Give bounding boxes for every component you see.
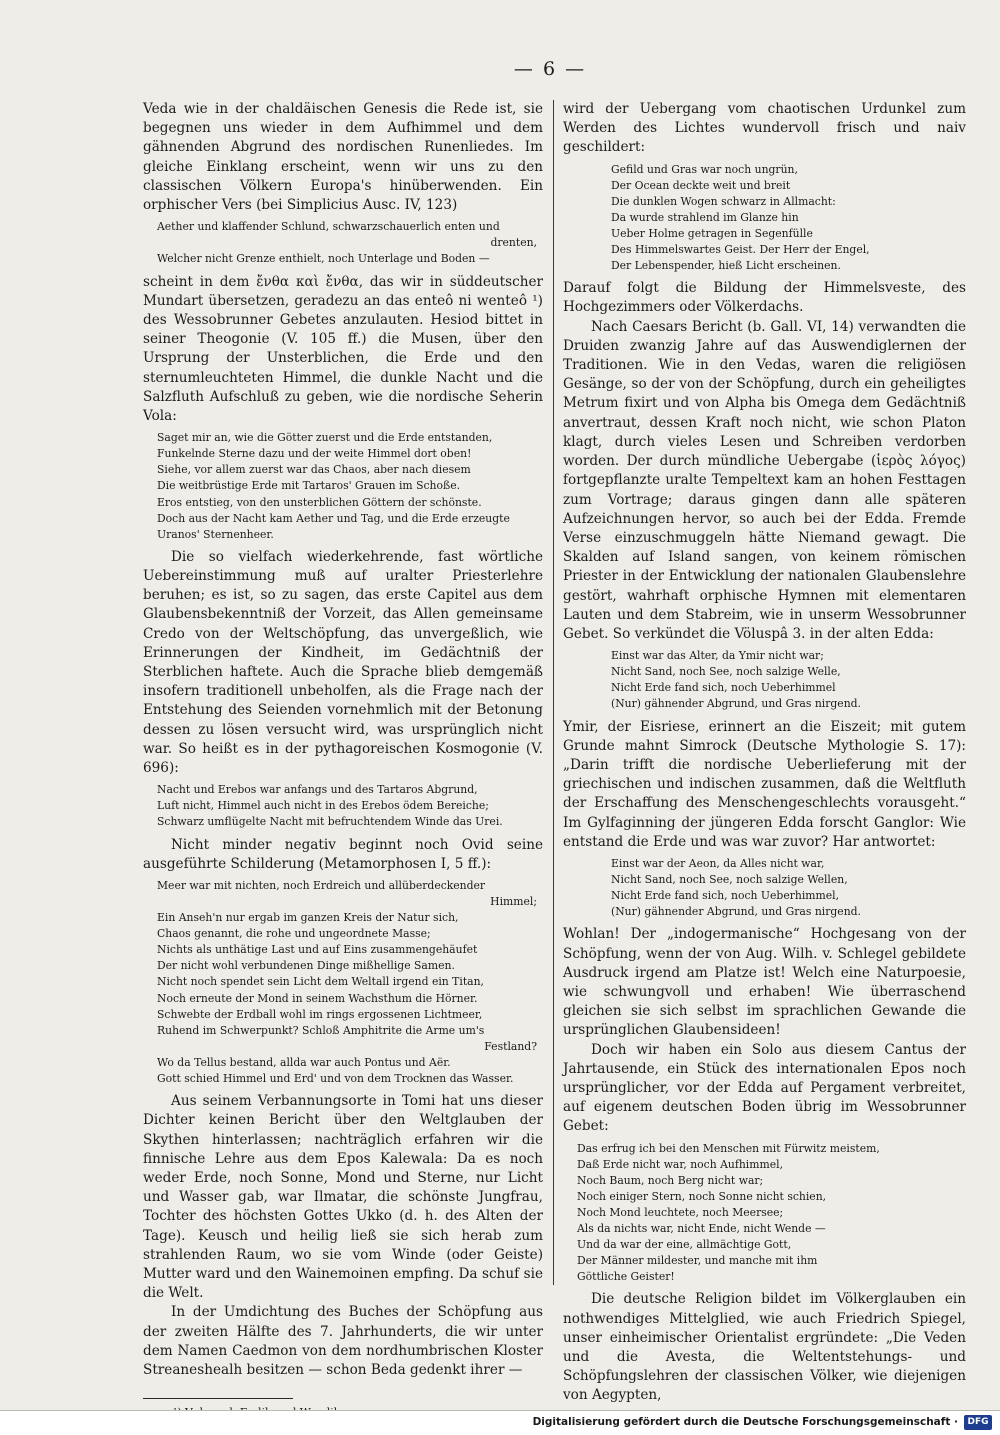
verse-line: Die weitbrüstige Erde mit Tartaros' Grauen im Schoße. — [157, 479, 461, 493]
verse-line: Einst war das Alter, da Ymir nicht war; — [611, 649, 824, 663]
verse-block — [157, 782, 543, 830]
verse-line: Noch erneute der Mond in seinem Wachsthum die Hörner. — [157, 991, 478, 1005]
verse-block — [577, 1141, 966, 1286]
verse-line: Noch Mond leuchtete, noch Meersee; — [577, 1205, 784, 1219]
verse-line: Schwarz umflügelte Nacht mit befruchtendem Winde das Urei. — [157, 815, 503, 829]
verse-line: Daß Erde nicht war, noch Aufhimmel, — [577, 1157, 783, 1171]
paragraph: Nicht minder negativ beginnt noch Ovid seine ausgeführte Schilderung (Metamorphosen I, 5 ff.): — [143, 836, 543, 872]
verse-line: Saget mir an, wie die Götter zuerst und die Erde entstanden, — [157, 431, 493, 445]
verse-line: Chaos genannt, die rohe und ungeordnete Masse; — [157, 927, 431, 941]
verse-line: Nichts als unthätige Last und auf Eins zusammengehäufet — [157, 943, 478, 957]
paragraph: Veda wie in der chaldäischen Genesis die Rede ist, sie begegnen uns wieder in dem Aufhimmel und dem gähnenden Abgrund des nordischen Runenliedes. Im gleiche Einklang erscheint, wenn wir uns zu den classischen Völkern Europa's hinüberwenden. Ein orphischer Vers (bei Simplicius Ausc. IV, 123) — [143, 101, 543, 214]
verse-block — [611, 648, 966, 712]
verse-block — [611, 856, 966, 920]
verse-line: (Nur) gähnender Abgrund, und Gras nirgend. — [611, 697, 861, 711]
footnote-divider — [143, 1398, 293, 1399]
verse-line: Schwebte der Erdball wohl im rings ergossenen Lichtmeer, — [157, 1007, 483, 1021]
verse-line: Nicht Erde fand sich, noch Ueberhimmel — [611, 681, 836, 695]
verse-line: Festland? — [484, 1039, 537, 1053]
verse-line: Der Ocean deckte weit und breit — [611, 178, 791, 192]
verse-line: Des Himmelswartes Geist. Der Herr der Engel, — [611, 243, 870, 257]
verse-line: Das erfrug ich bei den Menschen mit Fürwitz meistem, — [577, 1141, 880, 1155]
verse-line: Da wurde strahlend im Glanze hin — [611, 210, 799, 224]
dfg-logo: DFG — [964, 1415, 992, 1430]
verse-line: Nacht und Erebos war anfangs und des Tartaros Abgrund, — [157, 783, 478, 797]
verse-line: Nicht noch spendet sein Licht dem Weltall irgend ein Titan, — [157, 975, 484, 989]
verse-line: Gott schied Himmel und Erd' und von dem Trocknen das Wasser. — [157, 1072, 514, 1086]
paragraph: Die deutsche Religion bildet im Völkerglauben ein nothwendiges Mittelglied, wie auch Friedrich Spiegel, unser einheimischer Orientalist ergründete: „Die Veden und die Avesta, die Weltentstehungs- und Schöpfungslehren der classischen Völker, wie diejenigen von Aegypten, — [563, 1291, 966, 1404]
column-divider — [553, 100, 554, 1285]
paragraph: Aus seinem Verbannungsorte in Tomi hat uns dieser Dichter keinen Bericht über den Weltglauben der Skythen hinterlassen; nachträglich erfahren wir die finnische Lehre aus dem Epos Kalewala: Da es noch weder Erde, noch Sonne, Mond und Sterne, nur Licht und Wasser gab, war Ilmatar, die schönste Jungfrau, Tochter des höchsten Gottes Ukko (d. h. des Alten der Tage). Keusch und heilig ließ sie sich herab zum strahlenden Raum, wo sie vom Winde (oder Geiste) Mutter ward und den Wainemoinen empfing. Da schuf sie die Welt. — [143, 1093, 543, 1302]
verse-line: Nicht Erde fand sich, noch Ueberhimmel, — [611, 889, 840, 903]
verse-line: Gefild und Gras war noch ungrün, — [611, 162, 798, 176]
page-number: — 6 — — [513, 58, 587, 80]
verse-block — [157, 878, 543, 1087]
paragraph: Nach Caesars Bericht (b. Gall. VI, 14) verwandten die Druiden zwanzig Jahre auf das Auswendiglernen der Traditionen. Wie in den Vedas, waren die religiösen Gesänge, so der von der Schöpfung, durch ein geheiligtes Metrum fixirt und von Alpha bis Omega dem Gedächtniß anvertraut, dessen Kraft noch nicht, wie schon Platon klagt, durch vieles Lesen und Schreiben verdorben worden. Der durch mündliche Uebergabe (ἱερὸς λόγος) fortgepflanzte uralte Tempeltext kam an hohen Festtagen zum Vortrage; daraus gingen dann alle späteren Aufzeichnungen hervor, so auch bei der Edda. Fremde Verse einzuschmuggeln hätte Niemand gewagt. Die Skalden auf Island sangen, von keinem römischen Priester in der Entwicklung der nationalen Glaubenslehre gestört, wahrhaft orphische Hymnen mit elementaren Lauten und dem Stabreim, wie in unserm Wessobrunner Gebet. So verkündet die Völuspâ 3. in der alten Edda: — [563, 318, 966, 642]
verse-line: Uranos' Sternenheer. — [157, 527, 274, 541]
footer-credit: Digitalisierung gefördert durch die Deutsche Forschungsgemeinschaft · — [532, 1416, 958, 1428]
verse-line: Noch einiger Stern, noch Sonne nicht schien, — [577, 1189, 827, 1203]
verse-line: Noch Baum, noch Berg nicht war; — [577, 1173, 764, 1187]
verse-line: (Nur) gähnender Abgrund, und Gras nirgend. — [611, 905, 861, 919]
verse-line: Aether und klaffender Schlund, schwarzschauerlich enten und — [157, 220, 500, 234]
paragraph: Wohlan! Der „indogermanische“ Hochgesang von der Schöpfung, wenn der von Aug. Wilh. v. Schlegel gebildete Ausdruck irgend am Platze ist! Welch eine Naturpoesie, wie schwungvoll und erhaben! Wie überraschend gleichen sie sich selbst im sprachlichen Gewande die ursprünglichen Glaubensideen! — [563, 926, 966, 1039]
verse-line: Doch aus der Nacht kam Aether und Tag, und die Erde erzeugte — [157, 511, 510, 525]
verse-line: Himmel; — [490, 895, 537, 908]
paragraph: In der Umdichtung des Buches der Schöpfung aus der zweiten Hälfte des 7. Jahrhunderts, die wir unter dem Namen Caedmon von dem nordhumbrischen Kloster Streaneshealh besitzen — schon Beda gedenkt ihrer — — [143, 1304, 543, 1378]
verse-line: Nicht Sand, noch See, noch salzige Wellen, — [611, 873, 848, 887]
paragraph: Darauf folgt die Bildung der Himmelsveste, des Hochgezimmers oder Völkerdachs. — [563, 280, 966, 316]
verse-line: drenten, — [490, 236, 537, 250]
verse-line: Die dunklen Wogen schwarz in Allmacht: — [611, 194, 836, 208]
paragraph: scheint in dem ἔνθα καὶ ἔνθα, das wir in süddeutscher Mundart übersetzen, geradezu an das enteô ni wenteô ¹) des Wessobrunner Gebetes anzulauten. Hesiod bittet in seiner Theogonie (V. 105 ff.) die Musen, über den Ursprung der Unsterblichen, die Erde und den sternumleuchteten Himmel, die dunkle Nacht und die Salzfluth Aufschluß zu geben, wie die nordische Seherin Vola: — [143, 273, 543, 424]
footer-bar — [0, 1410, 1000, 1435]
paragraph: wird der Uebergang vom chaotischen Urdunkel zum Werden des Lichtes wundervoll frisch und naiv geschildert: — [563, 101, 966, 156]
verse-block — [157, 219, 543, 267]
verse-line: Funkelnde Sterne dazu und der weite Himmel dort oben! — [157, 447, 472, 461]
paragraph: Ymir, der Eisriese, erinnert an die Eiszeit; mit gutem Grunde mahnt Simrock (Deutsche Mythologie S. 17): „Darin trifft die nordische Ueberlieferung mit der griechischen und indischen zusammen, daß die Weltfluth der Erschaffung des Menschengeschlechts vorausgeht.“ Im Gylfaginning der jüngeren Edda forscht Ganglor: Wie entstand die Erde und was war zuvor? Har antwortet: — [563, 718, 966, 850]
verse-line: Der nicht wohl verbundenen Dinge mißhellige Samen. — [157, 959, 455, 973]
paragraph: Die so vielfach wiederkehrende, fast wörtliche Uebereinstimmung muß auf uralter Priesterlehre beruhen; es ist, so zu sagen, das erste Capitel aus dem Glaubensbekenntniß der Vorzeit, das Allen gemeinsame Credo von der Weltschöpfung, das unvergeßlich, wie Erinnerungen der Kindheit, im Gedächtniß der Sterblichen haftete. Auch die Sprache blieb demgemäß insofern traditionell unbeholfen, als die Frage nach der Entstehung des Seienden vornehmlich mit der Betonung dessen zu lösen versucht wird, was ursprünglich nicht war. So heißt es in der pythagoreischen Kosmogonie (V. 696): — [143, 548, 543, 777]
verse-line: Göttliche Geister! — [577, 1270, 675, 1284]
verse-line: Der Männer mildester, und manche mit ihm — [577, 1254, 818, 1268]
right-column — [563, 100, 966, 1406]
verse-line: Ueber Holme getragen in Segenfülle — [611, 226, 813, 240]
verse-line: Siehe, vor allem zuerst war das Chaos, aber nach diesem — [157, 463, 471, 477]
left-column — [143, 100, 543, 1420]
verse-block — [611, 162, 966, 275]
verse-line: Und da war der eine, allmächtige Gott, — [577, 1238, 792, 1252]
verse-line: Welcher nicht Grenze enthielt, noch Unterlage und Boden — — [157, 252, 490, 266]
verse-line: Wo da Tellus bestand, allda war auch Pontus und Aër. — [157, 1055, 451, 1069]
verse-line: Ein Anseh'n nur ergab im ganzen Kreis der Natur sich, — [157, 911, 459, 925]
verse-block — [157, 430, 543, 543]
verse-line: Meer war mit nichten, noch Erdreich und allüberdeckender — [157, 878, 486, 892]
verse-line: Luft nicht, Himmel auch nicht in des Erebos ödem Bereiche; — [157, 799, 489, 813]
verse-line: Als da nichts war, nicht Ende, nicht Wende — — [577, 1222, 826, 1235]
verse-line: Einst war der Aeon, da Alles nicht war, — [611, 856, 825, 870]
verse-line: Der Lebenspender, hieß Licht erscheinen. — [611, 259, 841, 273]
verse-line: Ruhend im Schwerpunkt? Schloß Amphitrite die Arme um's — [157, 1023, 485, 1037]
verse-line: Eros entstieg, von den unsterblichen Göttern der schönste. — [157, 495, 482, 509]
verse-line: Nicht Sand, noch See, noch salzige Welle, — [611, 665, 841, 679]
paragraph: Doch wir haben ein Solo aus diesem Cantus der Jahrtausende, ein Stück des internationalen Epos noch ursprünglicher, vor der Edda auf Pergament verbreitet, auf eigenem deutschen Boden übrig im Wessobrunner Gebet: — [563, 1041, 966, 1135]
